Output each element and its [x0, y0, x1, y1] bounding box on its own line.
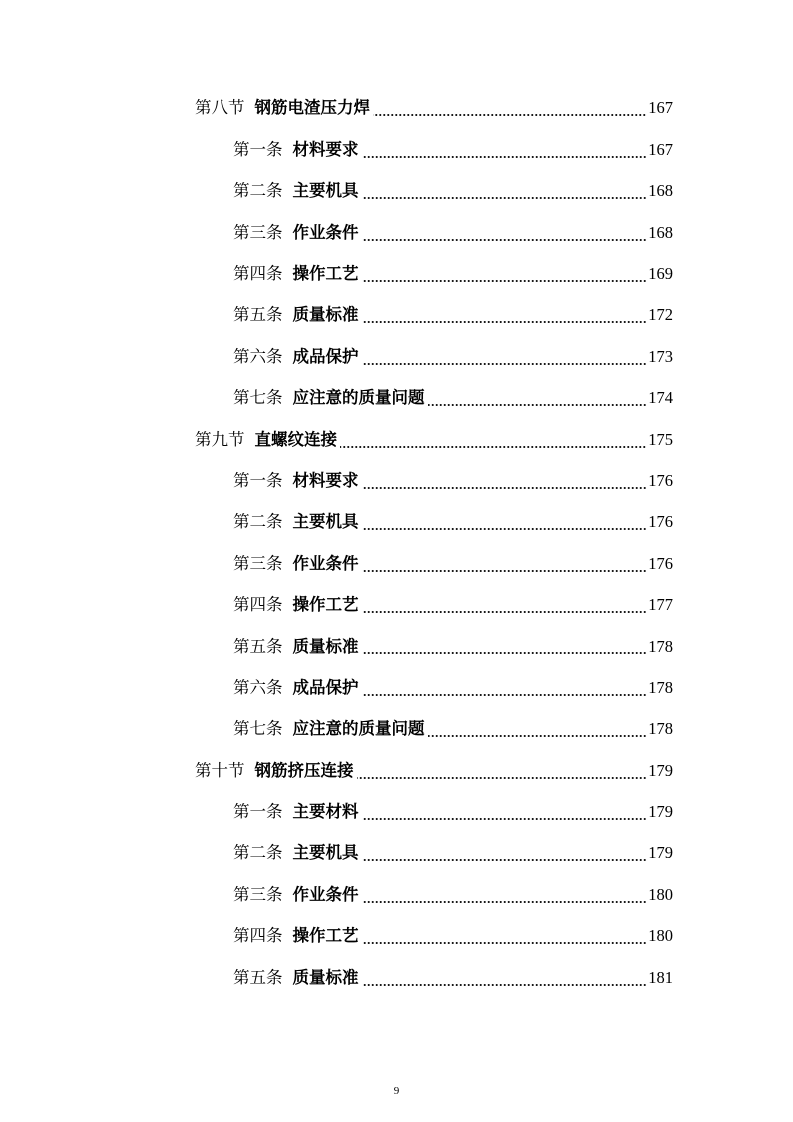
- toc-entry-page: 168: [648, 222, 673, 242]
- dot-leader: [340, 445, 646, 449]
- toc-entry-page: 174: [648, 388, 673, 408]
- toc-entry-title: 操作工艺: [292, 264, 359, 283]
- dot-leader: [373, 113, 646, 117]
- toc-entry-title: 作业条件: [292, 222, 359, 242]
- toc-entry[interactable]: [0, 874, 673, 915]
- dot-leader: [362, 320, 647, 324]
- toc-entry-number: 第二条: [233, 181, 283, 201]
- toc-entry-title: 材料要求: [292, 470, 359, 490]
- dot-leader: [362, 238, 647, 242]
- dot-leader: [362, 196, 647, 200]
- dot-leader: [362, 362, 647, 366]
- toc-entry[interactable]: [0, 750, 673, 791]
- toc-entry-title: 应注意的质量问题: [292, 719, 425, 739]
- toc-entry-page: 176: [648, 470, 673, 490]
- dot-leader: [362, 486, 647, 490]
- toc-entry-page: 179: [648, 760, 673, 780]
- toc-entry-number: 第十节: [195, 760, 245, 780]
- toc-entry-page: 180: [648, 884, 673, 904]
- dot-leader: [357, 776, 647, 780]
- table-of-contents: [0, 88, 793, 999]
- toc-entry-page: 168: [648, 181, 673, 201]
- dot-leader: [362, 693, 647, 697]
- toc-entry-number: 第七条: [233, 719, 283, 739]
- toc-entry-title: 作业条件: [292, 553, 359, 573]
- toc-entry-page: 172: [648, 305, 673, 325]
- toc-entry-number: 第四条: [233, 926, 283, 946]
- toc-entry-title: 质量标准: [292, 305, 359, 325]
- toc-entry-number: 第八节: [195, 98, 245, 118]
- toc-entry-title: 质量标准: [292, 636, 359, 656]
- toc-entry-page: 173: [648, 346, 673, 366]
- toc-entry[interactable]: [0, 502, 673, 543]
- toc-entry[interactable]: [0, 585, 673, 626]
- toc-entry-page: 179: [648, 802, 673, 822]
- toc-entry-page: 176: [648, 553, 673, 573]
- toc-entry-page: 181: [648, 967, 673, 987]
- toc-entry-page: 178: [648, 677, 673, 697]
- toc-entry-title: 材料要求: [292, 139, 359, 159]
- toc-entry-title: 成品保护: [292, 677, 359, 697]
- dot-leader: [428, 403, 647, 407]
- toc-entry-number: 第六条: [233, 677, 283, 697]
- dot-leader: [362, 279, 647, 283]
- toc-entry-number: 第一条: [233, 139, 283, 159]
- toc-entry[interactable]: [0, 336, 673, 377]
- toc-entry-number: 第九节: [195, 429, 245, 449]
- toc-entry[interactable]: [0, 833, 673, 874]
- toc-entry[interactable]: [0, 626, 673, 667]
- toc-entry[interactable]: [0, 129, 673, 170]
- toc-entry[interactable]: [0, 378, 673, 419]
- toc-entry-number: 第五条: [233, 967, 283, 987]
- toc-entry-title: 钢筋电渣压力焊: [254, 98, 370, 118]
- toc-entry[interactable]: [0, 957, 673, 998]
- dot-leader: [362, 155, 647, 159]
- toc-entry-title: 质量标准: [292, 967, 359, 987]
- toc-entry[interactable]: [0, 295, 673, 336]
- toc-entry-number: 第三条: [233, 553, 283, 573]
- toc-entry[interactable]: [0, 709, 673, 750]
- toc-entry[interactable]: [0, 667, 673, 708]
- toc-entry-page: 175: [648, 429, 673, 449]
- dot-leader: [362, 858, 647, 862]
- dot-leader: [362, 651, 647, 655]
- dot-leader: [362, 569, 647, 573]
- toc-entry-number: 第五条: [233, 305, 283, 325]
- toc-entry[interactable]: [0, 171, 673, 212]
- toc-entry[interactable]: [0, 461, 673, 502]
- toc-entry-page: 167: [648, 139, 673, 159]
- toc-entry-title: 钢筋挤压连接: [254, 760, 354, 780]
- toc-entry-title: 主要机具: [292, 181, 359, 201]
- toc-entry-page: 179: [648, 843, 673, 863]
- dot-leader: [362, 610, 647, 614]
- toc-entry-number: 第四条: [233, 264, 283, 283]
- dot-leader: [362, 527, 647, 531]
- toc-entry-page: 178: [648, 719, 673, 739]
- toc-entry[interactable]: [0, 916, 673, 957]
- dot-leader: [362, 983, 647, 987]
- toc-entry-title: 主要机具: [292, 512, 359, 532]
- toc-entry-number: 第一条: [233, 802, 283, 822]
- toc-entry-page: 180: [648, 926, 673, 946]
- toc-entry-title: 成品保护: [292, 346, 359, 366]
- toc-entry-page: 177: [648, 595, 673, 615]
- toc-entry[interactable]: [0, 254, 673, 295]
- toc-entry-number: 第三条: [233, 222, 283, 242]
- toc-entry-number: 第二条: [233, 843, 283, 863]
- dot-leader: [362, 900, 647, 904]
- toc-entry-page: 178: [648, 636, 673, 656]
- toc-entry-title: 操作工艺: [292, 926, 359, 946]
- toc-entry-title: 主要材料: [292, 802, 359, 822]
- toc-entry-number: 第四条: [233, 595, 283, 615]
- toc-entry-page: 167: [648, 98, 673, 118]
- toc-entry-title: 应注意的质量问题: [292, 388, 425, 408]
- toc-entry-title: 操作工艺: [292, 595, 359, 615]
- toc-entry-title: 直螺纹连接: [254, 429, 337, 449]
- dot-leader: [362, 817, 647, 821]
- toc-entry-page: 176: [648, 512, 673, 532]
- toc-entry[interactable]: [0, 88, 673, 129]
- toc-entry[interactable]: [0, 543, 673, 584]
- toc-entry[interactable]: [0, 212, 673, 253]
- toc-entry-number: 第七条: [233, 388, 283, 408]
- page-number: 9: [393, 1085, 400, 1097]
- toc-entry-number: 第六条: [233, 346, 283, 366]
- toc-entry-number: 第二条: [233, 512, 283, 532]
- toc-entry-title: 作业条件: [292, 884, 359, 904]
- toc-entry[interactable]: [0, 419, 673, 460]
- toc-entry-page: 169: [648, 264, 673, 283]
- toc-entry-number: 第一条: [233, 470, 283, 490]
- toc-entry-number: 第三条: [233, 884, 283, 904]
- dot-leader: [428, 734, 647, 738]
- toc-entry[interactable]: [0, 792, 673, 833]
- toc-entry-number: 第五条: [233, 636, 283, 656]
- dot-leader: [362, 941, 647, 945]
- toc-entry-title: 主要机具: [292, 843, 359, 863]
